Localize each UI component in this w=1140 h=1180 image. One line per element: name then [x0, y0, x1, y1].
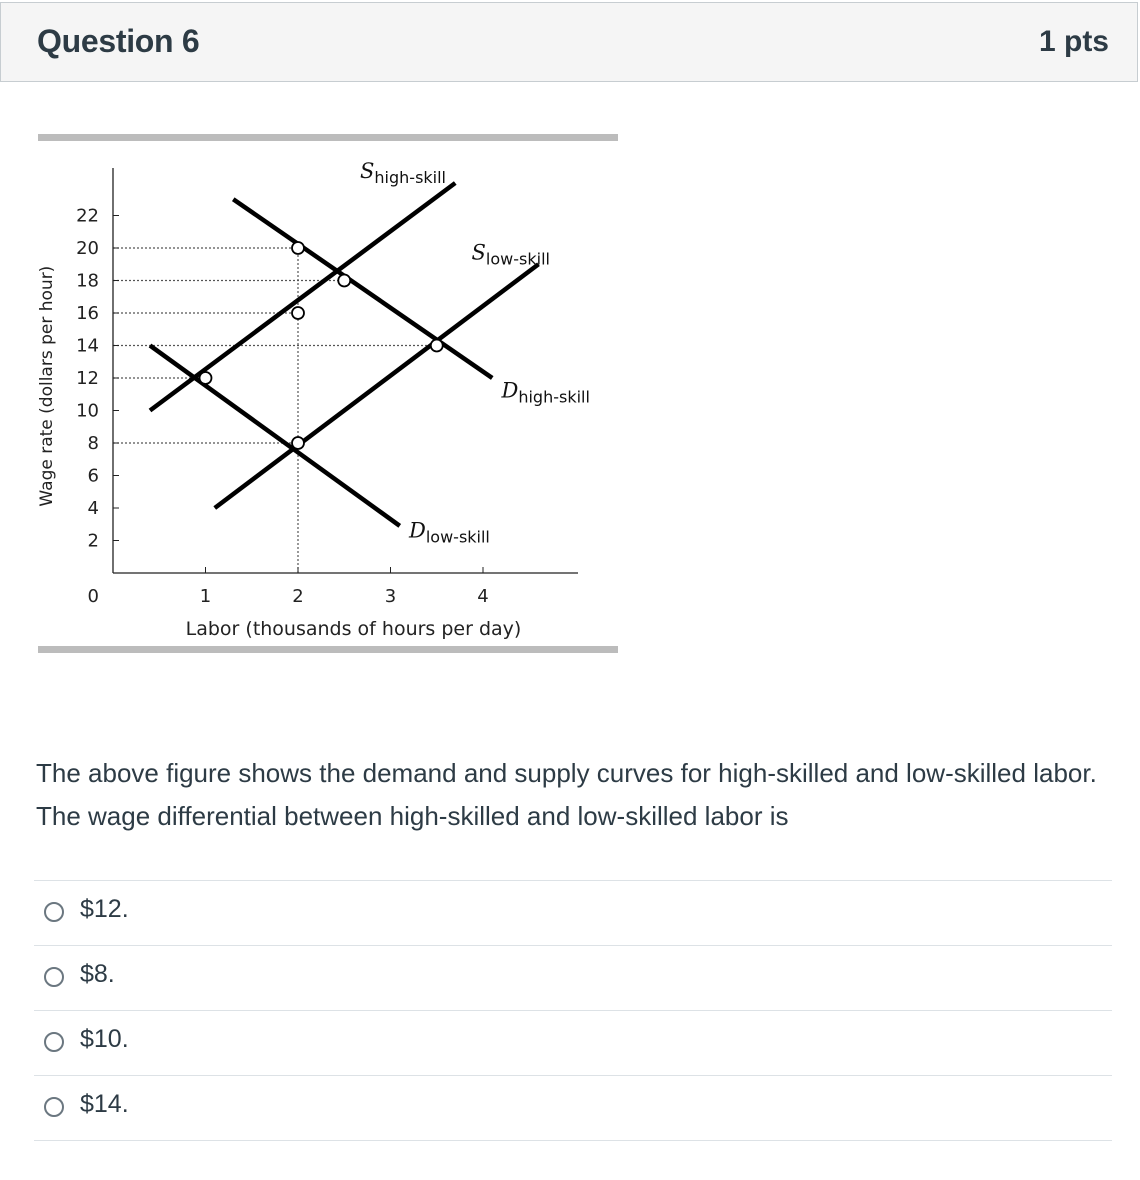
curve-d-high-skill: [233, 199, 492, 378]
answer-label: $10.: [80, 1025, 129, 1053]
question-figure: [30, 128, 630, 658]
curve-label-letter: S: [360, 159, 375, 184]
y-tick-label: 16: [76, 303, 99, 324]
equilibrium-point: [431, 340, 443, 352]
radio-button[interactable]: [44, 902, 64, 922]
answer-option[interactable]: [34, 946, 1112, 1011]
question-header: [0, 2, 1138, 82]
curve-d-low-skill: [150, 346, 400, 526]
x-axis-label: Labor (thousands of hours per day): [185, 618, 522, 640]
y-tick-label: 4: [87, 498, 99, 519]
answer-label: $14.: [80, 1090, 129, 1118]
answer-option[interactable]: [34, 1076, 1112, 1141]
answer-list: [34, 880, 1112, 1141]
answer-label: $12.: [80, 895, 129, 923]
equilibrium-point: [292, 307, 304, 319]
curve-label: [360, 159, 446, 187]
y-tick-label: 18: [76, 270, 99, 292]
radio-button[interactable]: [44, 967, 64, 987]
figure-top-bar: [38, 134, 618, 141]
curve-label-subscript: high-skill: [374, 168, 446, 188]
y-tick-label: 12: [76, 368, 99, 389]
answer-option[interactable]: [34, 881, 1112, 946]
answer-option[interactable]: [34, 1011, 1112, 1076]
answer-label: $8.: [80, 960, 115, 988]
equilibrium-point: [200, 372, 212, 384]
question-points: 1 pts: [1038, 25, 1109, 58]
curve-label-letter: D: [501, 378, 519, 403]
question-text: The above figure shows the demand and supply curves for high-skilled and low-skilled labor. The wage differential between high-skilled and low-skilled labor is: [36, 758, 1097, 831]
y-tick-label: 10: [76, 400, 99, 422]
x-tick-label: 4: [477, 586, 489, 607]
equilibrium-point: [292, 242, 304, 254]
y-tick-label: 2: [87, 530, 99, 552]
figure-bottom-bar: [38, 646, 618, 653]
curve-label-letter: D: [409, 518, 426, 543]
x-tick-label: 3: [384, 586, 397, 607]
curve-label-subscript: low-skill: [485, 249, 550, 269]
y-tick-label: 8: [87, 433, 99, 454]
radio-button[interactable]: [44, 1032, 64, 1052]
y-tick-label: 20: [76, 238, 99, 259]
origin-label: 0: [87, 586, 99, 607]
y-tick-label: 22: [76, 205, 99, 227]
curve-label: [501, 379, 590, 407]
curve-label-letter: S: [471, 240, 486, 265]
curve-label: [408, 518, 490, 546]
supply-demand-chart: [30, 128, 630, 658]
question-title: Question 6: [37, 23, 200, 59]
curve-label: [472, 240, 550, 268]
equilibrium-point: [292, 437, 304, 449]
curve-label-subscript: low-skill: [425, 527, 490, 547]
curve-label-subscript: high-skill: [518, 387, 590, 407]
equilibrium-point: [338, 275, 350, 287]
radio-button[interactable]: [44, 1097, 64, 1117]
x-tick-label: 1: [199, 586, 212, 607]
x-tick-label: 2: [292, 586, 304, 607]
y-tick-label: 14: [76, 335, 99, 357]
y-axis-label: Wage rate (dollars per hour): [37, 265, 57, 507]
y-tick-label: 6: [87, 465, 99, 487]
